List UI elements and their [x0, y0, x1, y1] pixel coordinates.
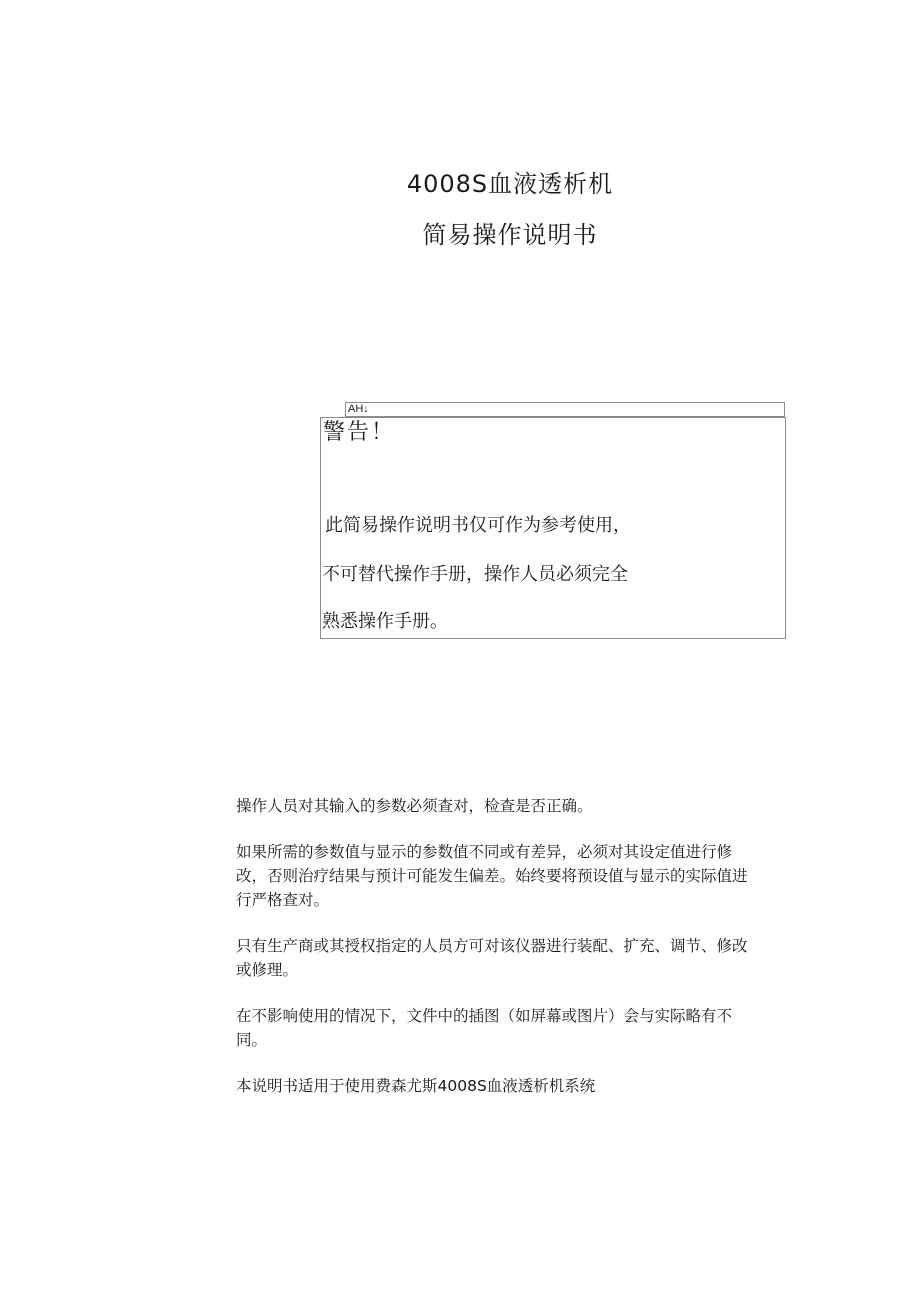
warning-box	[320, 417, 786, 639]
notes-section	[236, 794, 751, 1120]
note-paragraph: 在不影响使用的情况下，文件中的插图（如屏幕或图片）会与实际略有不同。	[236, 1007, 733, 1049]
warning-text-line: 熟悉操作手册。	[322, 611, 448, 632]
warning-text-line: 不可替代操作手册，操作人员必须完全	[322, 564, 628, 585]
document-subtitle: 简易操作说明书	[422, 221, 598, 249]
note-paragraph: 如果所需的参数值与显示的参数值不同或有差异，必须对其设定值进行修改，否则治疗结果与预计可能发生偏差。始终要将预设值与显示的实际值进行严格查对。	[236, 843, 748, 909]
note-paragraph: 操作人员对其输入的参数必须查对，检查是否正确。	[236, 797, 593, 815]
note-paragraph: 只有生产商或其授权指定的人员方可对该仪器进行装配、扩充、调节、修改或修理。	[236, 937, 748, 979]
document-title: 4008S血液透析机	[406, 170, 614, 198]
note-paragraph: 本说明书适用于使用费森尤斯4008S血液透析机系统	[236, 1077, 596, 1095]
warning-header-box	[345, 402, 785, 417]
warning-heading: 警告！	[323, 420, 396, 445]
warning-text-line: 此简易操作说明书仅可作为参考使用，	[325, 515, 631, 536]
warning-tag: AH↓	[348, 403, 369, 415]
